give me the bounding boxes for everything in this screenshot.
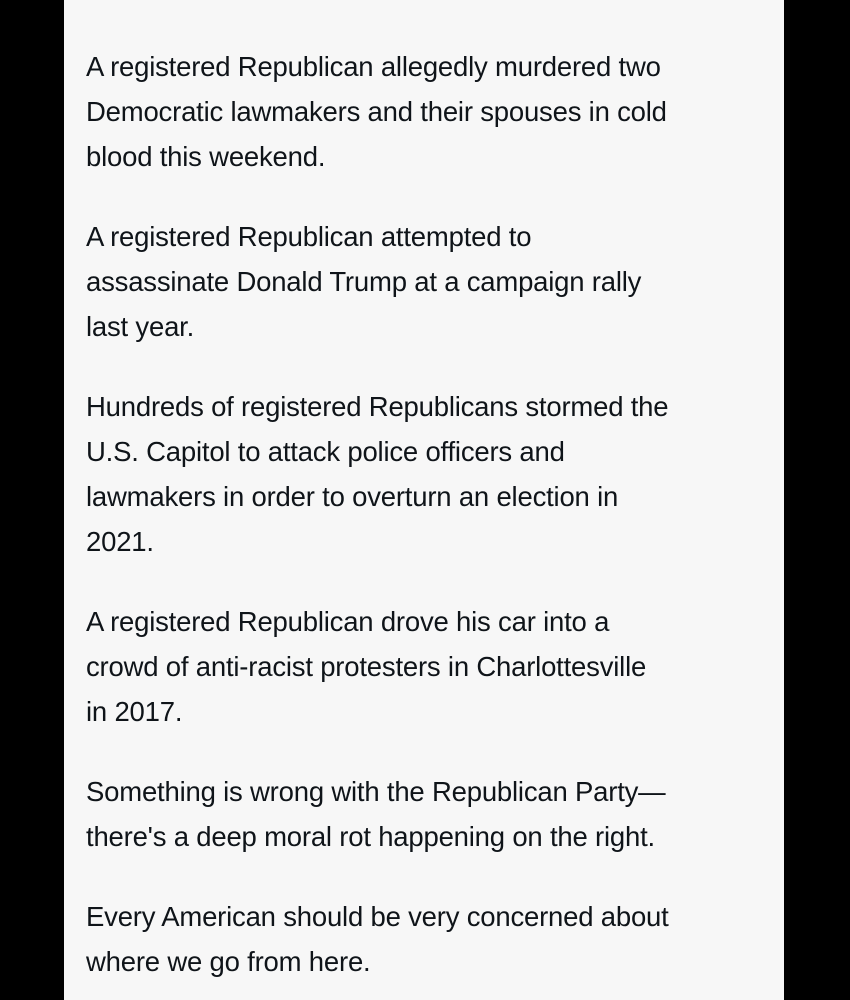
- post-text: [86, 44, 776, 1000]
- text-line: A registered Republican attempted to: [86, 221, 532, 252]
- post-card: [64, 0, 784, 1000]
- text-line: blood this weekend.: [86, 141, 326, 172]
- text-line: 2021.: [86, 526, 154, 557]
- text-line: A registered Republican allegedly murdered two: [86, 51, 661, 82]
- text-line: lawmakers in order to overturn an election in: [86, 481, 619, 512]
- text-line: Hundreds of registered Republicans stormed the: [86, 391, 669, 422]
- text-line: in 2017.: [86, 696, 183, 727]
- post-paragraph-1: [86, 44, 776, 179]
- post-paragraph-5: [86, 769, 776, 859]
- text-line: crowd of anti-racist protesters in Charlottesville: [86, 651, 647, 682]
- text-line: assassinate Donald Trump at a campaign rally: [86, 266, 642, 297]
- text-line: where we go from here.: [86, 946, 371, 977]
- post-paragraph-6: [86, 894, 776, 984]
- text-line: Something is wrong with the Republican Party—: [86, 776, 666, 807]
- text-line: U.S. Capitol to attack police officers and: [86, 436, 565, 467]
- text-line: last year.: [86, 311, 195, 342]
- post-paragraph-4: [86, 599, 776, 734]
- text-line: Every American should be very concerned about: [86, 901, 669, 932]
- text-line: there's a deep moral rot happening on the right.: [86, 821, 655, 852]
- post-paragraph-3: [86, 384, 776, 564]
- text-line: Democratic lawmakers and their spouses in cold: [86, 96, 667, 127]
- text-line: A registered Republican drove his car into a: [86, 606, 610, 637]
- post-paragraph-2: [86, 214, 776, 349]
